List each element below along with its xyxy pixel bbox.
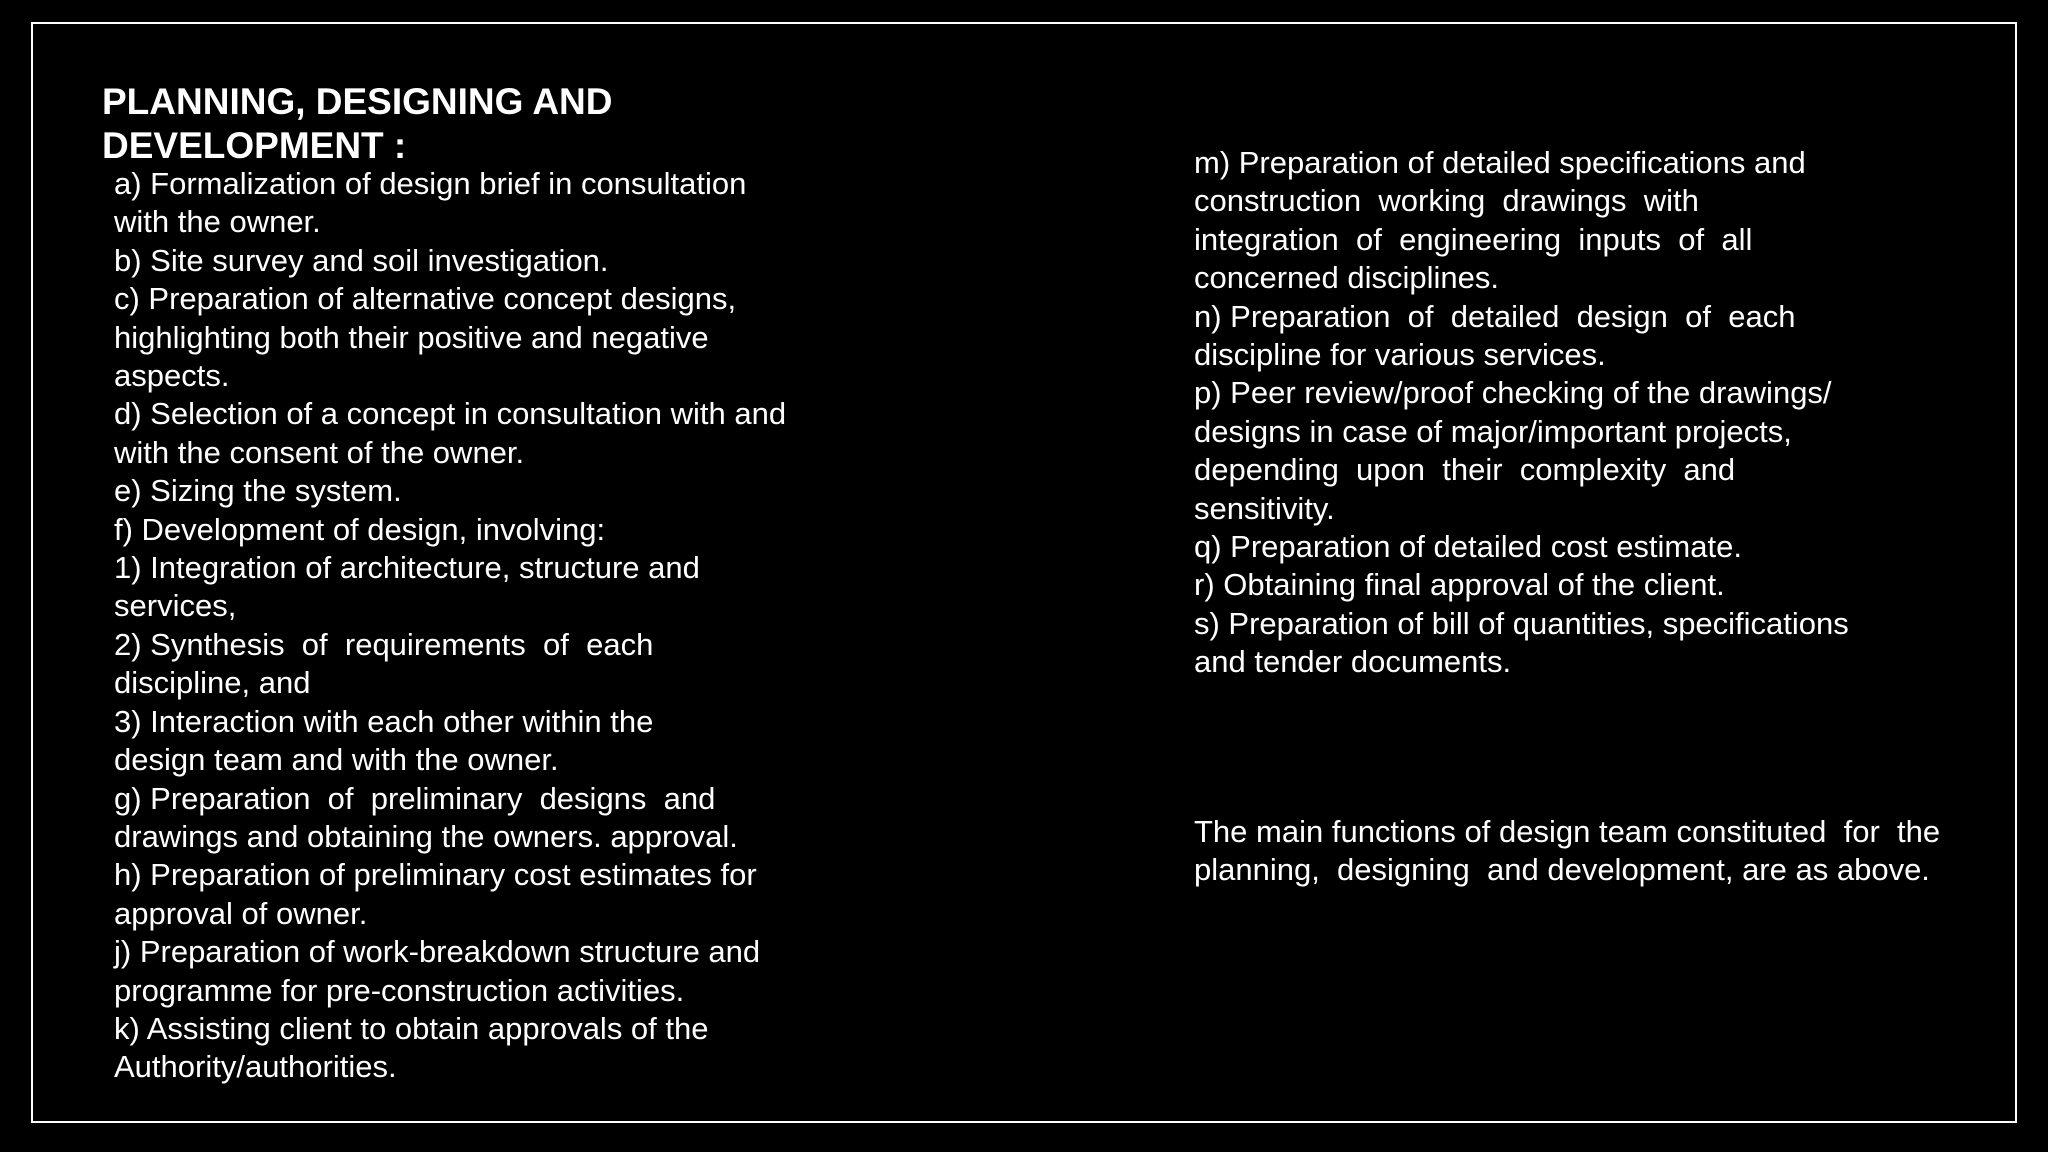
list-line: g) Preparation of preliminary designs and — [114, 780, 716, 816]
title-line-1: PLANNING, DESIGNING AND — [102, 81, 613, 122]
left-column-list — [114, 165, 834, 1087]
list-line: m) Preparation of detailed specifications and — [1194, 145, 1806, 180]
list-line: h) Preparation of preliminary cost estimates for — [114, 857, 757, 893]
summary-paragraph — [1194, 813, 1994, 890]
list-line: highlighting both their positive and negative — [114, 319, 709, 355]
list-line: depending upon their complexity and — [1194, 452, 1736, 488]
title-line-2: DEVELOPMENT : — [102, 125, 407, 166]
page-title — [102, 80, 802, 168]
list-line: s) Preparation of bill of quantities, specifications — [1194, 605, 1849, 641]
right-column-list — [1194, 144, 1954, 682]
list-line: programme for pre-construction activities. — [114, 972, 685, 1008]
list-line: drawings and obtaining the owners. approval. — [114, 818, 738, 854]
summary-line-1: The main functions of design team constituted for the — [1194, 814, 1941, 849]
list-line: sensitivity. — [1194, 490, 1335, 526]
list-line: discipline, and — [114, 665, 311, 701]
list-line: concerned disciplines. — [1194, 260, 1500, 296]
list-line: c) Preparation of alternative concept designs, — [114, 281, 737, 317]
list-line: designs in case of major/important projects, — [1194, 413, 1792, 449]
list-line: with the consent of the owner. — [114, 434, 525, 470]
list-line: p) Peer review/proof checking of the drawings/ — [1194, 375, 1832, 411]
list-line: aspects. — [114, 358, 230, 394]
list-line: j) Preparation of work-breakdown structure and — [114, 934, 761, 970]
list-line: 1) Integration of architecture, structure and — [114, 550, 700, 586]
list-line: integration of engineering inputs of all — [1194, 221, 1753, 257]
list-line: b) Site survey and soil investigation. — [114, 242, 609, 278]
list-line: 2) Synthesis of requirements of each — [114, 626, 654, 662]
list-line: r) Obtaining final approval of the client. — [1194, 567, 1725, 603]
list-line: Authority/authorities. — [114, 1049, 397, 1085]
list-line: with the owner. — [114, 204, 321, 240]
list-line: design team and with the owner. — [114, 742, 559, 778]
list-line: 3) Interaction with each other within the — [114, 703, 654, 739]
list-line: q) Preparation of detailed cost estimate. — [1194, 529, 1742, 565]
list-line: e) Sizing the system. — [114, 473, 402, 509]
summary-line-2: planning, designing and development, are as above. — [1194, 852, 1930, 888]
list-line: d) Selection of a concept in consultation with and — [114, 396, 787, 432]
list-line: k) Assisting client to obtain approvals of the — [114, 1010, 709, 1046]
list-line: services, — [114, 588, 237, 624]
list-line: a) Formalization of design brief in consultation — [114, 166, 747, 201]
list-line: f) Development of design, involving: — [114, 511, 606, 547]
list-line: n) Preparation of detailed design of each — [1194, 298, 1796, 334]
list-line: approval of owner. — [114, 895, 368, 931]
list-line: construction working drawings with — [1194, 183, 1699, 219]
list-line: and tender documents. — [1194, 644, 1512, 680]
list-line: discipline for various services. — [1194, 337, 1606, 373]
